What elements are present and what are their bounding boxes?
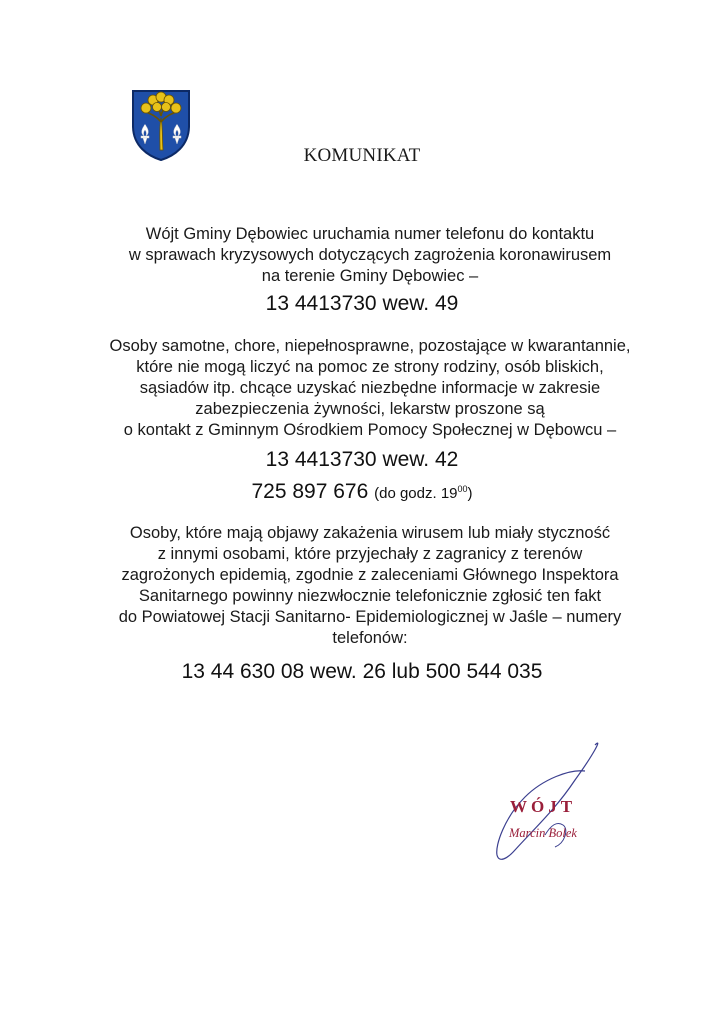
crisis-phone-number: 13 4413730 wew. 49: [265, 292, 459, 315]
stamp-name: Marcin Bolek: [509, 826, 577, 840]
paragraph-line: o kontakt z Gminnym Ośrodkiem Pomocy Społecznej w Dębowcu –: [123, 421, 617, 439]
paragraph-line: do Powiatowej Stacji Sanitarno- Epidemiologicznej w Jaśle – numery: [118, 608, 622, 626]
mobile-number: 725 897 676: [251, 480, 369, 503]
paragraph-line: które nie mogą liczyć na pomoc ze strony rodziny, osób bliskich,: [136, 358, 604, 376]
paragraph-line: telefonów:: [332, 629, 408, 647]
paragraph-line: z innymi osobami, które przyjechały z zagranicy z terenów: [157, 545, 583, 563]
sanepid-phone-numbers: 13 44 630 08 wew. 26 lub 500 544 035: [181, 660, 543, 683]
gops-mobile-number: [0, 480, 724, 504]
paragraph-line: Osoby samotne, chore, niepełnosprawne, pozostające w kwarantannie,: [109, 337, 631, 355]
stamp-title: WÓJT: [510, 797, 577, 816]
hours-note: (do godz. $19^{00}$): [374, 484, 473, 502]
intro-paragraph: [60, 224, 680, 287]
paragraph-line: Wójt Gminy Dębowiec uruchamia numer telefonu do kontaktu: [145, 225, 595, 243]
paragraph-line: w sprawach kryzysowych dotyczących zagrożenia koronawirusem: [128, 246, 612, 264]
paragraph-line: na terenie Gminy Dębowiec –: [261, 267, 479, 285]
assistance-paragraph: [60, 336, 680, 441]
paragraph-line: zagrożonych epidemią, zgodnie z zaleceniami Głównego Inspektora: [121, 566, 619, 584]
paragraph-line: Osoby, które mają objawy zakażenia wirusem lub miały styczność: [129, 524, 611, 542]
paragraph-line: Sanitarnego powinny niezwłocznie telefonicznie zgłosić ten fakt: [138, 587, 602, 605]
symptoms-paragraph: [60, 523, 680, 649]
paragraph-line: zabezpieczenia żywności, lekarstw proszone są: [195, 400, 545, 418]
page-title: KOMUNIKAT: [303, 145, 421, 166]
gops-phone-number: 13 4413730 wew. 42: [265, 448, 459, 471]
paragraph-line: sąsiadów itp. chcące uzyskać niezbędne informacje w zakresie: [139, 379, 601, 397]
